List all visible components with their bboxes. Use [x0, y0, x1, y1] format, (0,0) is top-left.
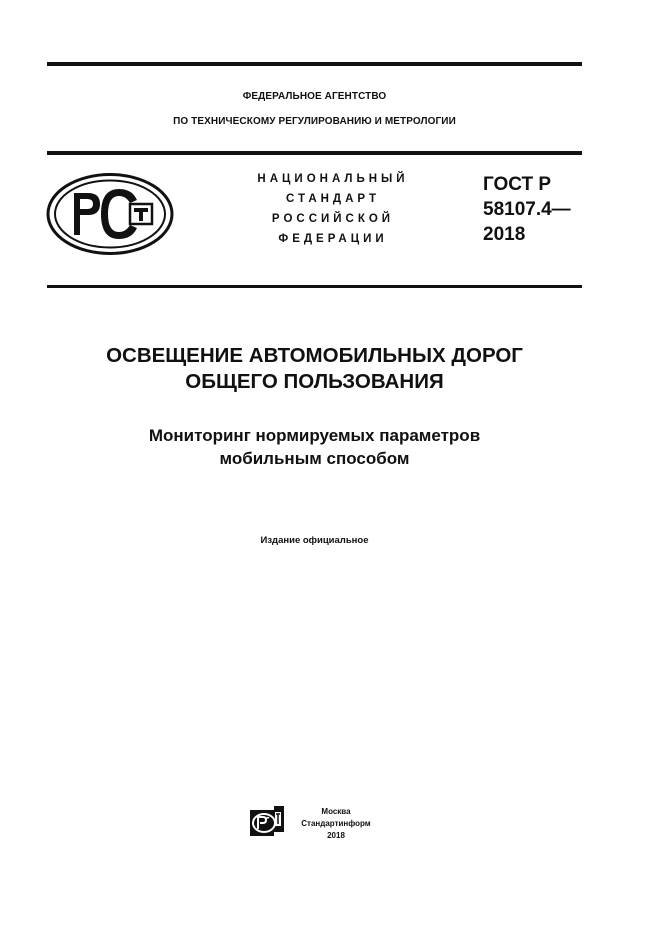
publisher-year: 2018 [327, 831, 345, 840]
agency-line-2: ПО ТЕХНИЧЕСКОМУ РЕГУЛИРОВАНИЮ И МЕТРОЛОГИИ [173, 116, 456, 127]
standartinform-emblem [248, 804, 286, 838]
document-title-1: ОСВЕЩЕНИЕ АВТОМОБИЛЬНЫХ ДОРОГ [106, 344, 523, 367]
standard-line-1: НАЦИОНАЛЬНЫЙ [257, 173, 409, 185]
agency-line-1: ФЕДЕРАЛЬНОЕ АГЕНТСТВО [242, 91, 387, 102]
publisher-city: Москва [321, 807, 351, 816]
gost-designation-1: ГОСТ Р [483, 174, 552, 195]
top-rule [47, 62, 582, 66]
standard-line-2: СТАНДАРТ [286, 193, 380, 205]
document-subtitle-1: Мониторинг нормируемых параметров [148, 426, 481, 445]
gost-designation-3: 2018 [483, 224, 526, 245]
gost-designation-2: 58107.4— [483, 199, 571, 220]
header-rule [47, 151, 582, 155]
document-title-2: ОБЩЕГО ПОЛЬЗОВАНИЯ [185, 370, 444, 393]
publisher-name: Стандартинформ [301, 819, 371, 828]
standard-line-3: РОССИЙСКОЙ [271, 213, 395, 225]
rst-gost-emblem [46, 173, 174, 255]
edition-label: Издание официальное [260, 535, 369, 546]
section-rule [47, 285, 582, 288]
standard-line-4: ФЕДЕРАЦИИ [278, 233, 388, 245]
document-subtitle-2: мобильным способом [219, 449, 410, 468]
